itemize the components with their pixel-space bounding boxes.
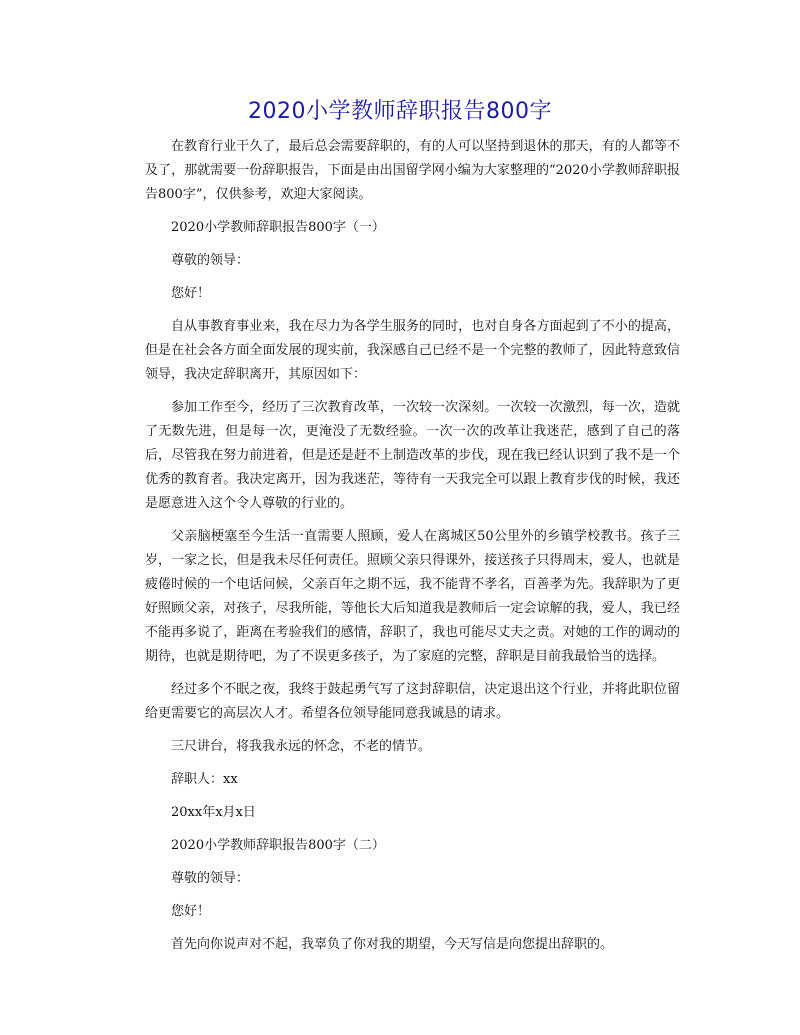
- document-title: 2020小学教师辞职报告800字: [248, 99, 552, 124]
- body-paragraph: 首先向你说声对不起，我辜负了你对我的期望，今天写信是向您提出辞职的。: [171, 937, 614, 952]
- salutation: 尊敬的领导：: [171, 253, 250, 268]
- intro-paragraph: 在教育行业干久了，最后总会需要辞职的，有的人可以坚持到退休的那天，有的人都等不及了，那就需要一份辞职报告，下面是由出国留学网小编为大家整理的“2020小学教师辞职报告800字”，仅供参考，欢迎大家阅读。: [145, 139, 680, 202]
- closing-line: 三尺讲台，将我我永远的怀念，不老的情节。: [171, 739, 432, 754]
- salutation: 尊敬的领导：: [171, 871, 250, 886]
- document-body: [145, 135, 680, 966]
- date: 20xx年x月x日: [171, 805, 256, 820]
- body-paragraph: 参加工作至今，经历了三次教育改革，一次较一次深刻。一次较一次激烈，每一次，造就了无数先进，但是每一次，更淹没了无数经验。一次一次的改革让我迷茫，感到了自己的落后，尽管我在努力前进着，但是还是赶不上制造改革的步伐，现在我已经认识到了我不是一个优秀的教育者。我决定离开，因为我迷茫，等待有一天我完全可以跟上教育步伐的时候，我还是愿意进入这个令人尊敬的行业的。: [145, 400, 680, 511]
- section-heading-1: 2020小学教师辞职报告800字（一）: [171, 220, 385, 235]
- body-paragraph: 经过多个不眠之夜，我终于鼓起勇气写了这封辞职信，决定退出这个行业，并将此职位留给更需要它的高层次人才。希望各位领导能同意我诚恳的请求。: [145, 682, 680, 721]
- body-paragraph: 自从事教育事业来，我在尽力为各学生服务的同时，也对自身各方面起到了不小的提高，但是在社会各方面全面发展的现实前，我深感自己已经不是一个完整的教师了，因此特意致信领导，我决定辞职离开，其原因如下：: [145, 319, 680, 382]
- signature: 辞职人：xx: [171, 772, 238, 787]
- body-paragraph: 父亲脑梗塞至今生活一直需要人照顾，爱人在离城区50公里外的乡镇学校教书。孩子三岁，一家之长，但是我未尽任何责任。照顾父亲只得课外，接送孩子只得周末，爱人，也就是疲倦时候的一个电话问候，父亲百年之期不远，我不能背不孝名，百善孝为先。我辞职为了更好照顾父亲，对孩子，尽我所能，等他长大后知道我是教师后一定会谅解的我，爱人，我已经不能再多说了，距离在考验我们的感情，辞职了，我也可能尽丈夫之责。对她的工作的调动的期待，也就是期待吧，为了不误更多孩子，为了家庭的完整，辞职是目前我最恰当的选择。: [145, 529, 680, 664]
- section-heading-2: 2020小学教师辞职报告800字（二）: [171, 838, 385, 853]
- greeting: 您好！: [171, 904, 211, 919]
- greeting: 您好！: [171, 286, 211, 301]
